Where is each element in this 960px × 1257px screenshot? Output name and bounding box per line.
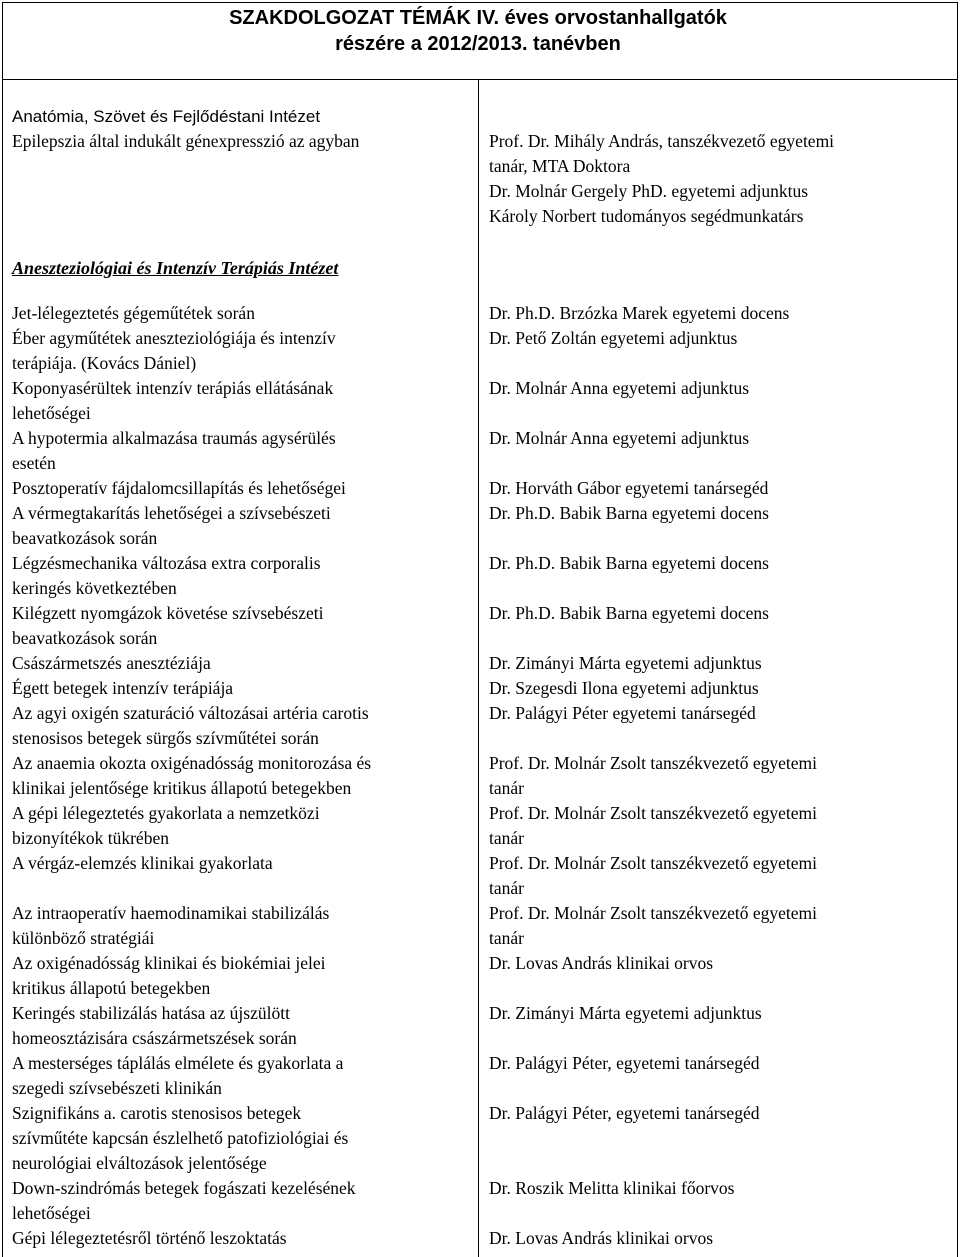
- topic-line: terápiája. (Kovács Dániel): [12, 353, 197, 373]
- topic-line: Down-szindrómás betegek fogászati kezelésének: [12, 1178, 356, 1198]
- topic-line: Égett betegek intenzív terápiája: [12, 678, 234, 698]
- supervisor-line: Károly Norbert tudományos segédmunkatárs: [489, 206, 804, 226]
- topic-line: Császármetszés anesztéziája: [12, 653, 211, 673]
- supervisor-line: Dr. Ph.D. Babik Barna egyetemi docens: [489, 603, 769, 623]
- topic-line: A vérgáz-elemzés klinikai gyakorlata: [12, 853, 273, 873]
- topic-line: Éber agyműtétek aneszteziológiája és intenzív: [12, 328, 336, 348]
- supervisor-line: Dr. Pető Zoltán egyetemi adjunktus: [489, 328, 738, 348]
- supervisor-line: tanár: [489, 928, 524, 948]
- supervisor-line: Dr. Molnár Anna egyetemi adjunktus: [489, 428, 750, 448]
- topic-line: Az intraoperatív haemodinamikai stabilizálás: [12, 903, 330, 923]
- topic-line: különböző stratégiái: [12, 928, 155, 948]
- topic-line: Keringés stabilizálás hatása az újszülött: [12, 1003, 290, 1023]
- supervisor-line: Dr. Szegesdi Ilona egyetemi adjunktus: [489, 678, 759, 698]
- topic-line: Szignifikáns a. carotis stenosisos betegek: [12, 1103, 302, 1123]
- supervisor-line: tanár, MTA Doktora: [489, 156, 631, 176]
- supervisor-line: Dr. Molnár Gergely PhD. egyetemi adjunktus: [489, 181, 808, 201]
- table-right-border: [957, 79, 958, 1257]
- supervisor-line: Dr. Lovas András klinikai orvos: [489, 953, 714, 973]
- topic-line: A vérmegtakarítás lehetőségei a szívsebészeti: [12, 503, 331, 523]
- topic-line: A gépi lélegeztetés gyakorlata a nemzetközi: [12, 803, 320, 823]
- topic-line: Epilepszia által indukált génexpresszió az agyban: [12, 131, 360, 151]
- supervisor-line: tanár: [489, 828, 524, 848]
- supervisor-line: Prof. Dr. Molnár Zsolt tanszékvezető egyetemi: [489, 903, 818, 923]
- topic-line: stenosisos betegek sürgős szívműtétei során: [12, 728, 319, 748]
- topic-line: Az agyi oxigén szaturáció változásai artéria carotis: [12, 703, 369, 723]
- topic-line: beavatkozások során: [12, 528, 158, 548]
- topic-line: A mesterséges táplálás elmélete és gyakorlata a: [12, 1053, 344, 1073]
- topic-line: klinikai jelentősége kritikus állapotú betegekben: [12, 778, 352, 798]
- supervisor-line: tanár: [489, 878, 524, 898]
- topic-line: beavatkozások során: [12, 628, 158, 648]
- table-column-divider: [478, 79, 479, 1257]
- supervisor-line: Dr. Palágyi Péter, egyetemi tanársegéd: [489, 1103, 760, 1123]
- supervisor-line: Prof. Dr. Molnár Zsolt tanszékvezető egyetemi: [489, 853, 818, 873]
- topic-line: Légzésmechanika változása extra corporalis: [12, 553, 321, 573]
- topic-line: Kilégzett nyomgázok követése szívsebészeti: [12, 603, 324, 623]
- topic-line: Koponyasérültek intenzív terápiás ellátásának: [12, 378, 334, 398]
- topic-line: bizonyítékok tükrében: [12, 828, 169, 848]
- topic-line: Gépi lélegeztetésről történő leszoktatás: [12, 1228, 287, 1248]
- topic-line: szegedi szívsebészeti klinikán: [12, 1078, 222, 1098]
- supervisor-line: Dr. Palágyi Péter, egyetemi tanársegéd: [489, 1053, 760, 1073]
- page-title: SZAKDOLGOZAT TÉMÁK IV. éves orvostanhallgatók: [229, 7, 727, 29]
- page-subtitle: részére a 2012/2013. tanévben: [335, 33, 621, 55]
- supervisor-line: Dr. Palágyi Péter egyetemi tanársegéd: [489, 703, 756, 723]
- supervisor-line: Dr. Horváth Gábor egyetemi tanársegéd: [489, 478, 769, 498]
- supervisor-line: Prof. Dr. Molnár Zsolt tanszékvezető egyetemi: [489, 753, 818, 773]
- topic-line: kritikus állapotú betegekben: [12, 978, 211, 998]
- supervisor-line: Dr. Ph.D. Brzózka Marek egyetemi docens: [489, 303, 790, 323]
- department-heading-anesthesiology: Aneszteziológiai és Intenzív Terápiás Intézet: [12, 258, 339, 278]
- topic-line: esetén: [12, 453, 56, 473]
- topic-line: lehetőségei: [12, 403, 91, 423]
- topic-line: Posztoperatív fájdalomcsillapítás és lehetőségei: [12, 478, 346, 498]
- topic-line: Az anaemia okozta oxigénadósság monitorozása és: [12, 753, 372, 773]
- department-heading-anatomy: Anatómia, Szövet és Fejlődéstani Intézet: [12, 107, 321, 126]
- topic-line: homeosztázisára császármetszések során: [12, 1028, 297, 1048]
- topic-line: szívműtéte kapcsán észlelhető patofiziológiai és: [12, 1128, 349, 1148]
- supervisor-line: Dr. Roszik Melitta klinikai főorvos: [489, 1178, 735, 1198]
- topic-line: A hypotermia alkalmazása traumás agysérülés: [12, 428, 336, 448]
- topic-line: keringés következtében: [12, 578, 177, 598]
- supervisor-line: Dr. Lovas András klinikai orvos: [489, 1228, 714, 1248]
- supervisor-line: Dr. Zimányi Márta egyetemi adjunktus: [489, 1003, 762, 1023]
- supervisor-line: Dr. Zimányi Márta egyetemi adjunktus: [489, 653, 762, 673]
- topic-line: Jet-lélegeztetés gégeműtétek során: [12, 303, 255, 323]
- supervisor-line: Prof. Dr. Mihály András, tanszékvezető egyetemi: [489, 131, 835, 151]
- topic-line: neurológiai elváltozások jelentősége: [12, 1153, 267, 1173]
- topic-line: lehetőségei: [12, 1203, 91, 1223]
- topic-line: Az oxigénadósság klinikai és biokémiai jelei: [12, 953, 326, 973]
- supervisor-line: tanár: [489, 778, 524, 798]
- table-left-border: [2, 79, 3, 1257]
- supervisor-line: Prof. Dr. Molnár Zsolt tanszékvezető egyetemi: [489, 803, 818, 823]
- supervisor-line: Dr. Molnár Anna egyetemi adjunktus: [489, 378, 750, 398]
- supervisor-line: Dr. Ph.D. Babik Barna egyetemi docens: [489, 503, 769, 523]
- supervisor-line: Dr. Ph.D. Babik Barna egyetemi docens: [489, 553, 769, 573]
